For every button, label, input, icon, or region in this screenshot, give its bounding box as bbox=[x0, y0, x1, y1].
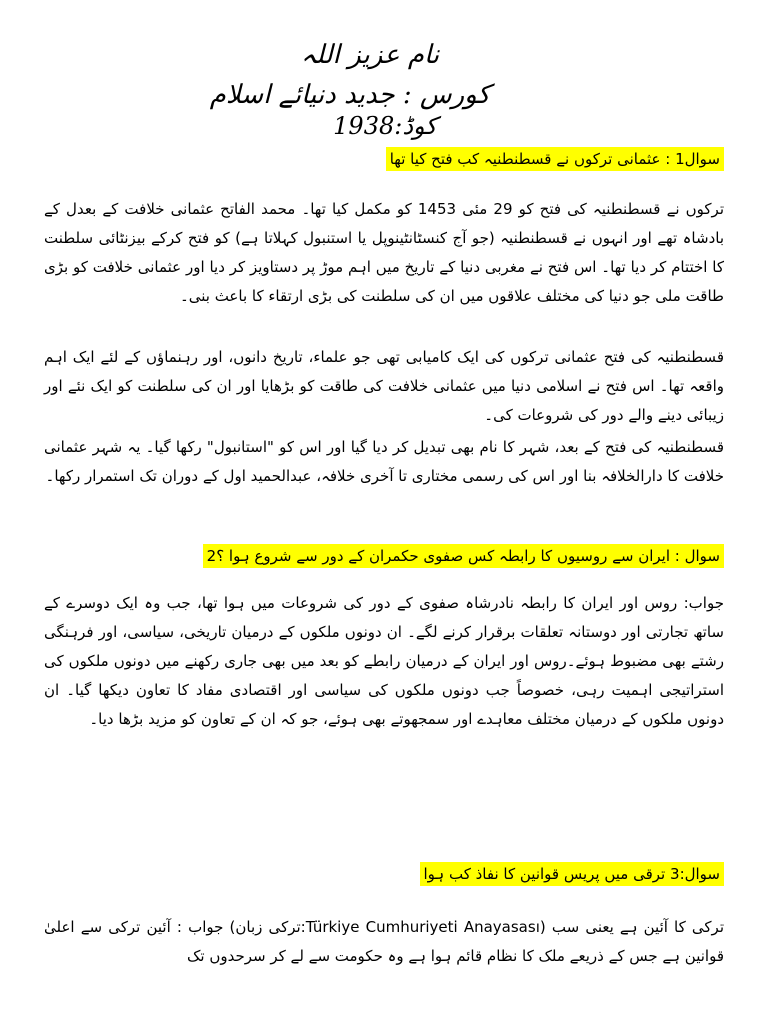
student-name: نام عزیز اللہ bbox=[300, 40, 440, 70]
question-1-heading: سوال1 : عثمانی ترکوں نے قسطنطنیہ کب فتح کیا تھا bbox=[386, 147, 724, 171]
course-code-label: کوڈ: bbox=[394, 112, 437, 140]
answer-2-paragraph-1: جواب: روس اور ایران کا رابطہ نادرشاہ صفوی کے دور کی شروعات میں ہوا تھا، جب وہ ایک دوسرے کے ساتھ تجارتی اور دوستانہ تعلقات برقرار کرنے لگے۔ ان دونوں ملکوں کے درمیان تاریخی، سیاسی، اور فرہنگی رشتے بھی مضبوط ہوئے۔روس اور ایران کے درمیان رابطے کو بعد میں بھی جاری رکھنے میں دونوں ملکوں کی استراتیجی اہمیت رہی، خصوصاً جب دونوں ملکوں کی سیاسی اور اقتصادی مفاد کا تعاون دیکھا گیا۔ ان دونوں ملکوں کے درمیان مختلف معاہدے اور سمجھوتے بھی ہوئے، جو کہ ان کے تعاون کو مزید بڑھا دیا۔ bbox=[44, 594, 724, 728]
answer-1-paragraph-3: قسطنطنیہ کی فتح کے بعد، شہر کا نام بھی تبدیل کر دیا گیا اور اس کو "استانبول" رکھا گیا۔ یہ شہر عثمانی خلافت کا دارالخلافہ بنا اور اس کی رسمی مختاری تا آخری خلافہ، عبدالحمید اول کے دوران تک استمرار رکھا۔ bbox=[44, 438, 724, 485]
answer-1-paragraph-1: ترکوں نے قسطنطنیہ کی فتح کو 29 مئی 1453 کو مکمل کیا تھا۔ محمد الفاتح عثمانی خلافت کے بعدل کے بادشاہ تھے اور انہوں نے قسطنطنیہ (جو آج کنسٹانٹینوپل یا استنبول کہلاتا ہے) کو فتح کرکے بیزنٹائی سلطنت کا اختتام کر دیا تھا۔ اس فتح نے مغربی دنیا کے تاریخ میں اہم موڑ پر دستاویز کر دیا اور عثمانی خلافت کو بڑی طاقت ملی جو دنیا کی مختلف علاقوں میں ان کی سلطنت کی بڑی ارتقاء کا باعث بنی۔ bbox=[44, 200, 725, 305]
course-code bbox=[330, 112, 440, 140]
question-2-heading: سوال : ایران سے روسیوں کا رابطہ کس صفوی حکمران کے دور سے شروع ہوا ؟2 bbox=[203, 544, 724, 568]
answer-3-paragraph-1: ترکی کا آئین ہے یعنی سب (Türkiye Cumhuriyeti Anayasası:ترکی زبان) جواب : آئین ترکی سے اعلیٰ قوانین ہے جس کے ذریعے ملک کا نظام قائم ہوا ہے وہ حکومت سے لے کر سرحدوں تک bbox=[44, 918, 725, 965]
course-title: کورس : جدید دنیائے اسلام bbox=[209, 80, 490, 110]
question-3-heading: سوال:3 ترقی میں پریس قوانین کا نفاذ کب ہوا bbox=[420, 862, 725, 886]
answer-1-paragraph-2: قسطنطنیہ کی فتح عثمانی ترکوں کی ایک کامیابی تھی جو علماء، تاریخ دانوں، اور رہنماؤں کے لئے ایک اہم واقعہ تھا۔ اس فتح نے اسلامی دنیا میں عثمانی خلافت کی طاقت کو بڑھایا اور ان کی سلطنت کو ایک نئے اور زیبائی دینے والے دور کی شروعات کی۔ bbox=[44, 348, 724, 424]
course-code-value: 1938 bbox=[333, 112, 395, 140]
